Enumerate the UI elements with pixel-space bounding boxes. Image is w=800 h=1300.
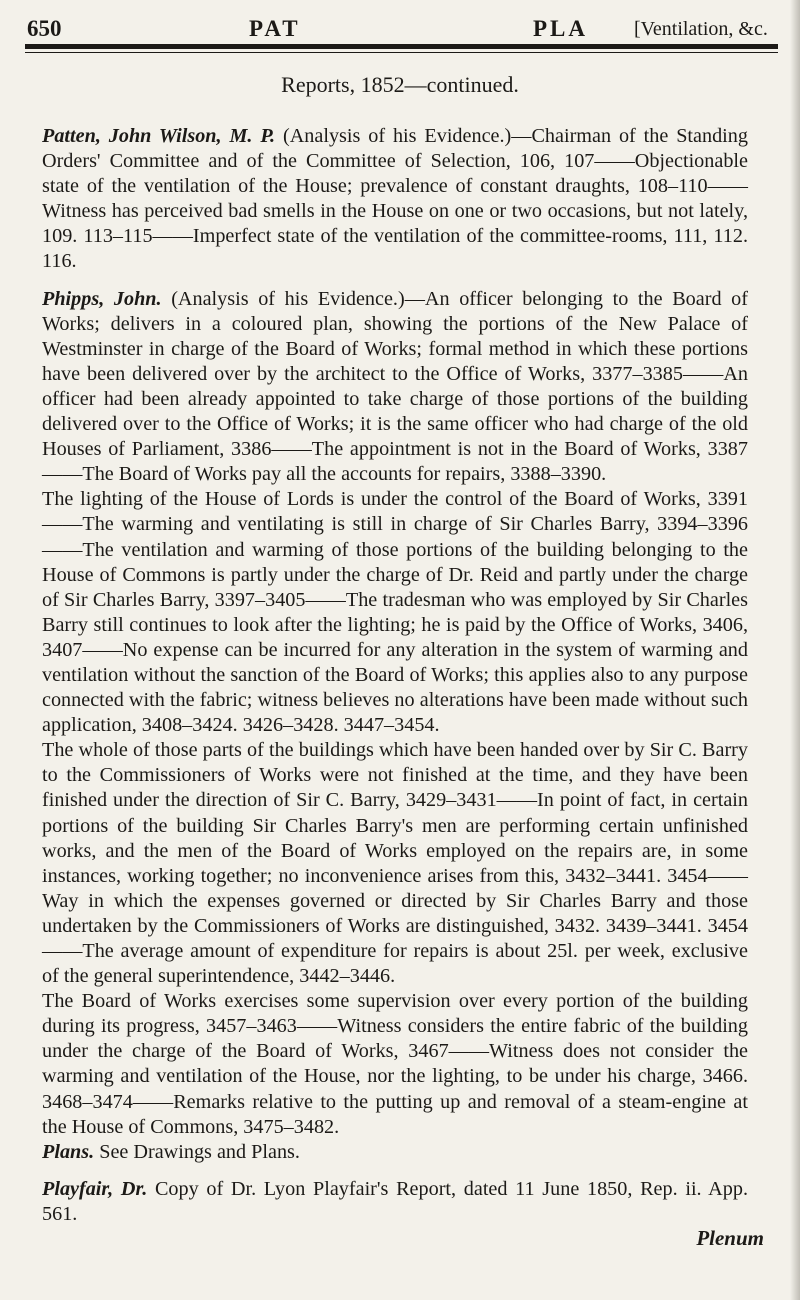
entry-heading: Playfair, Dr. [42, 1177, 148, 1200]
entry-text: See Drawings and Plans. [94, 1140, 300, 1163]
entry-text: (Analysis of his Evidence.)—Chairman of the Standing Orders' Committee and of the Committee of Selection, 106, 107——Objectionable state of the ventilation of the House; prevalence of constant draughts, 108–110——Witness has perceived bad smells in the House on one or two occasions, but not lately, 109. 113–115——Imperfect state of the ventilation of the committee-rooms, 111, 112. 116. [42, 125, 748, 273]
header-rule-thick [25, 44, 778, 49]
entry-paragraph: The lighting of the House of Lords is under the control of the Board of Works, 3391——The warming and ventilating is still in charge of Sir Charles Barry, 3394–3396——The ventilation and warming of those portions of the building belonging to the House of Commons is partly under the charge of Dr. Reid and partly under the charge of Sir Charles Barry, 3397–3405——The tradesman who was employed by Sir Charles Barry still continues to look after the lighting; he is paid by the Office of Works, 3406, 3407——No expense can be incurred for any alteration in the system of warming and ventilation without the sanction of the Board of Works; this applies also to any purpose connected with the fabric; witness believes no alterations have been made without such application, 3408–3424. 3426–3428. 3447–3454. [42, 488, 748, 737]
entry-plans [42, 1140, 748, 1165]
entry-paragraph: The whole of those parts of the buildings which have been handed over by Sir C. Barry to the Commissioners of Works were not finished at the time, and they have been finished under the direction of Sir C. Barry, 3429–3431——In point of fact, in certain portions of the building Sir Charles Barry's men are performing certain unfinished works, and the men of the Board of Works employed on the repairs are, in some instances, working together; no inconvenience arises from this, 3432–3441. 3454——Way in which the expenses governed or directed by Sir Charles Barry and those undertaken by the Commissioners of Works are distinguished, 3432. 3439–3441. 3454——The average amount of expenditure for repairs is about 25l. per week, exclusive of the general superintendence, 3442–3446. [42, 739, 748, 988]
header-right-word: PLA [533, 16, 588, 41]
entry-phipps [42, 287, 748, 488]
header-rule-thin [25, 52, 778, 53]
catchword: Plenum [696, 1226, 764, 1250]
entry-heading: Phipps, John. [42, 287, 162, 310]
page-number: 650 [27, 16, 62, 41]
header-left-word: PAT [249, 16, 301, 41]
page-edge-shadow [790, 0, 800, 1300]
entry-heading: Plans. [42, 1140, 95, 1163]
entry-patten [42, 124, 748, 275]
index-body [42, 124, 748, 1239]
entry-playfair [42, 1177, 748, 1227]
entry-paragraph: The Board of Works exercises some supervision over every portion of the building during its progress, 3457–3463——Witness considers the entire fabric of the building under the charge of the Board of Works, 3467——Witness does not consider the warming and ventilation of the House, nor the lighting, to be under his charge, 3466. 3468–3474——Remarks relative to the putting up and removal of a steam-engine at the House of Commons, 3475–3482. [42, 990, 748, 1138]
header-cross-reference: [Ventilation, &c. [634, 18, 768, 40]
section-subtitle [0, 72, 800, 98]
entry-text: (Analysis of his Evidence.)—An officer belonging to the Board of Works; delivers in a coloured plan, showing the portions of the New Palace of Westminster in charge of the Board of Works; formal method in which these portions have been delivered over by the architect to the Office of Works, 3377–3385——An officer had been already appointed to take charge of those portions of the building delivered over to the Office of Works; it is the same officer who had charge of the old Houses of Parliament, 3386——The appointment is not in the Board of Works, 3387——The Board of Works pay all the accounts for repairs, 3388–3390. [42, 287, 748, 486]
subtitle-text: Reports, 1852—continued. [281, 72, 519, 97]
entry-heading: Patten, John Wilson, M. P. [42, 125, 276, 147]
entry-text: Copy of Dr. Lyon Playfair's Report, dated 11 June 1850, Rep. ii. App. 561. [42, 1177, 748, 1225]
